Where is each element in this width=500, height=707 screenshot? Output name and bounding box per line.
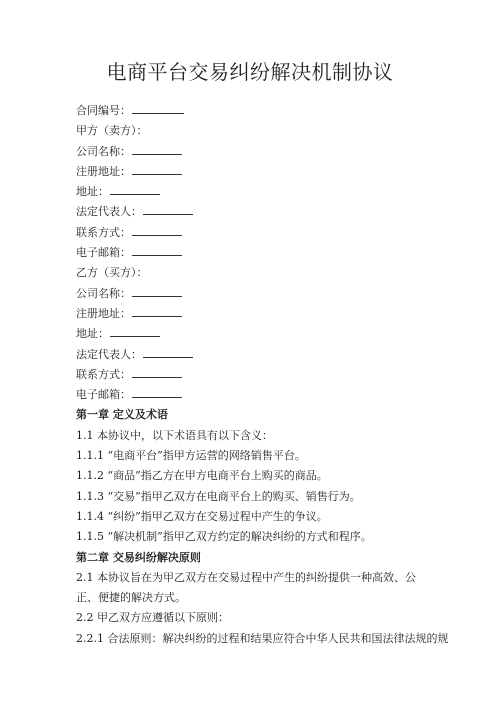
party-a-company-label: 公司名称： <box>76 144 131 158</box>
party-a-legal-rep-blank <box>143 203 193 215</box>
party-a-company-blank <box>132 143 182 155</box>
party-a-address-field <box>76 182 436 202</box>
party-b-legal-rep-field <box>76 345 436 365</box>
party-b-address-blank <box>110 325 160 337</box>
clause-1-1-3: 1.1.3 “交易”指甲乙双方在电商平台上的购买、销售行为。 <box>76 489 361 503</box>
clause-2-2-1: 2.2.1 合法原则：解决纠纷的过程和结果应符合中华人民共和国法律法规的规 <box>76 631 449 645</box>
party-b-email-blank <box>132 386 182 398</box>
document-title: 电商平台交易纠纷解决机制协议 <box>106 60 394 84</box>
party-b-email-label: 电子邮箱： <box>76 388 131 402</box>
clause-2-2: 2.2 甲乙双方应遵循以下原则： <box>76 611 229 625</box>
party-a-address-label: 地址： <box>76 185 109 199</box>
party-b-company-label: 公司名称： <box>76 286 131 300</box>
clause-1-1: 1.1 本协议中，以下术语具有以下含义： <box>76 428 273 442</box>
party-a-reg-address-blank <box>132 163 182 175</box>
party-b-legal-rep-label: 法定代表人： <box>76 347 142 361</box>
party-b-contact-blank <box>132 366 182 378</box>
party-b-address-field <box>76 324 436 344</box>
party-b-contact-field <box>76 365 436 385</box>
chapter-1-heading: 第一章 定义及术语 <box>76 408 168 422</box>
party-a-contact-label: 联系方式： <box>76 225 131 239</box>
chapter-2-heading: 第二章 交易纠纷解决原则 <box>76 550 201 564</box>
party-b-reg-address-label: 注册地址： <box>76 306 131 320</box>
clause-1-1-1: 1.1.1 “电商平台”指甲方运营的网络销售平台。 <box>76 449 306 463</box>
party-a-legal-rep-label: 法定代表人： <box>76 205 142 219</box>
contract-number-blank <box>132 102 184 114</box>
party-b-address-label: 地址： <box>76 327 109 341</box>
contract-number-label: 合同编号： <box>76 104 131 117</box>
party-a-email-blank <box>132 244 182 256</box>
party-b-heading: 乙方（买方）： <box>76 266 148 280</box>
party-b-contact-label: 联系方式： <box>76 367 131 381</box>
clause-1-1-5: 1.1.5 “解决机制”指甲乙双方约定的解决纠纷的方式和程序。 <box>76 530 372 544</box>
party-a-reg-address-label: 注册地址： <box>76 164 131 178</box>
party-a-contact-field <box>76 223 436 243</box>
party-a-reg-address-field <box>76 162 436 182</box>
party-a-email-field <box>76 243 436 263</box>
party-b-reg-address-field <box>76 304 436 324</box>
party-a-legal-rep-field <box>76 202 436 222</box>
party-a-heading: 甲方（卖方）： <box>76 124 148 138</box>
party-a-contact-blank <box>132 224 182 236</box>
party-a-email-label: 电子邮箱： <box>76 246 131 260</box>
clause-2-1: 2.1 本协议旨在为甲乙双方在交易过程中产生的纠纷提供一种高效、公正、便捷的解决方式。 <box>76 570 416 605</box>
contract-number-field <box>76 101 436 121</box>
party-b-email-field <box>76 385 436 405</box>
party-a-address-blank <box>110 183 160 195</box>
document-body <box>76 101 449 649</box>
clause-1-1-2: 1.1.2 “商品”指乙方在甲方电商平台上购买的商品。 <box>76 469 328 483</box>
clause-1-1-4: 1.1.4 “纠纷”指甲乙双方在交易过程中产生的争议。 <box>76 509 328 523</box>
party-b-legal-rep-blank <box>143 346 193 358</box>
party-b-company-blank <box>132 285 182 297</box>
party-b-reg-address-blank <box>132 305 182 317</box>
party-a-company-field <box>76 142 436 162</box>
party-b-company-field <box>76 284 436 304</box>
